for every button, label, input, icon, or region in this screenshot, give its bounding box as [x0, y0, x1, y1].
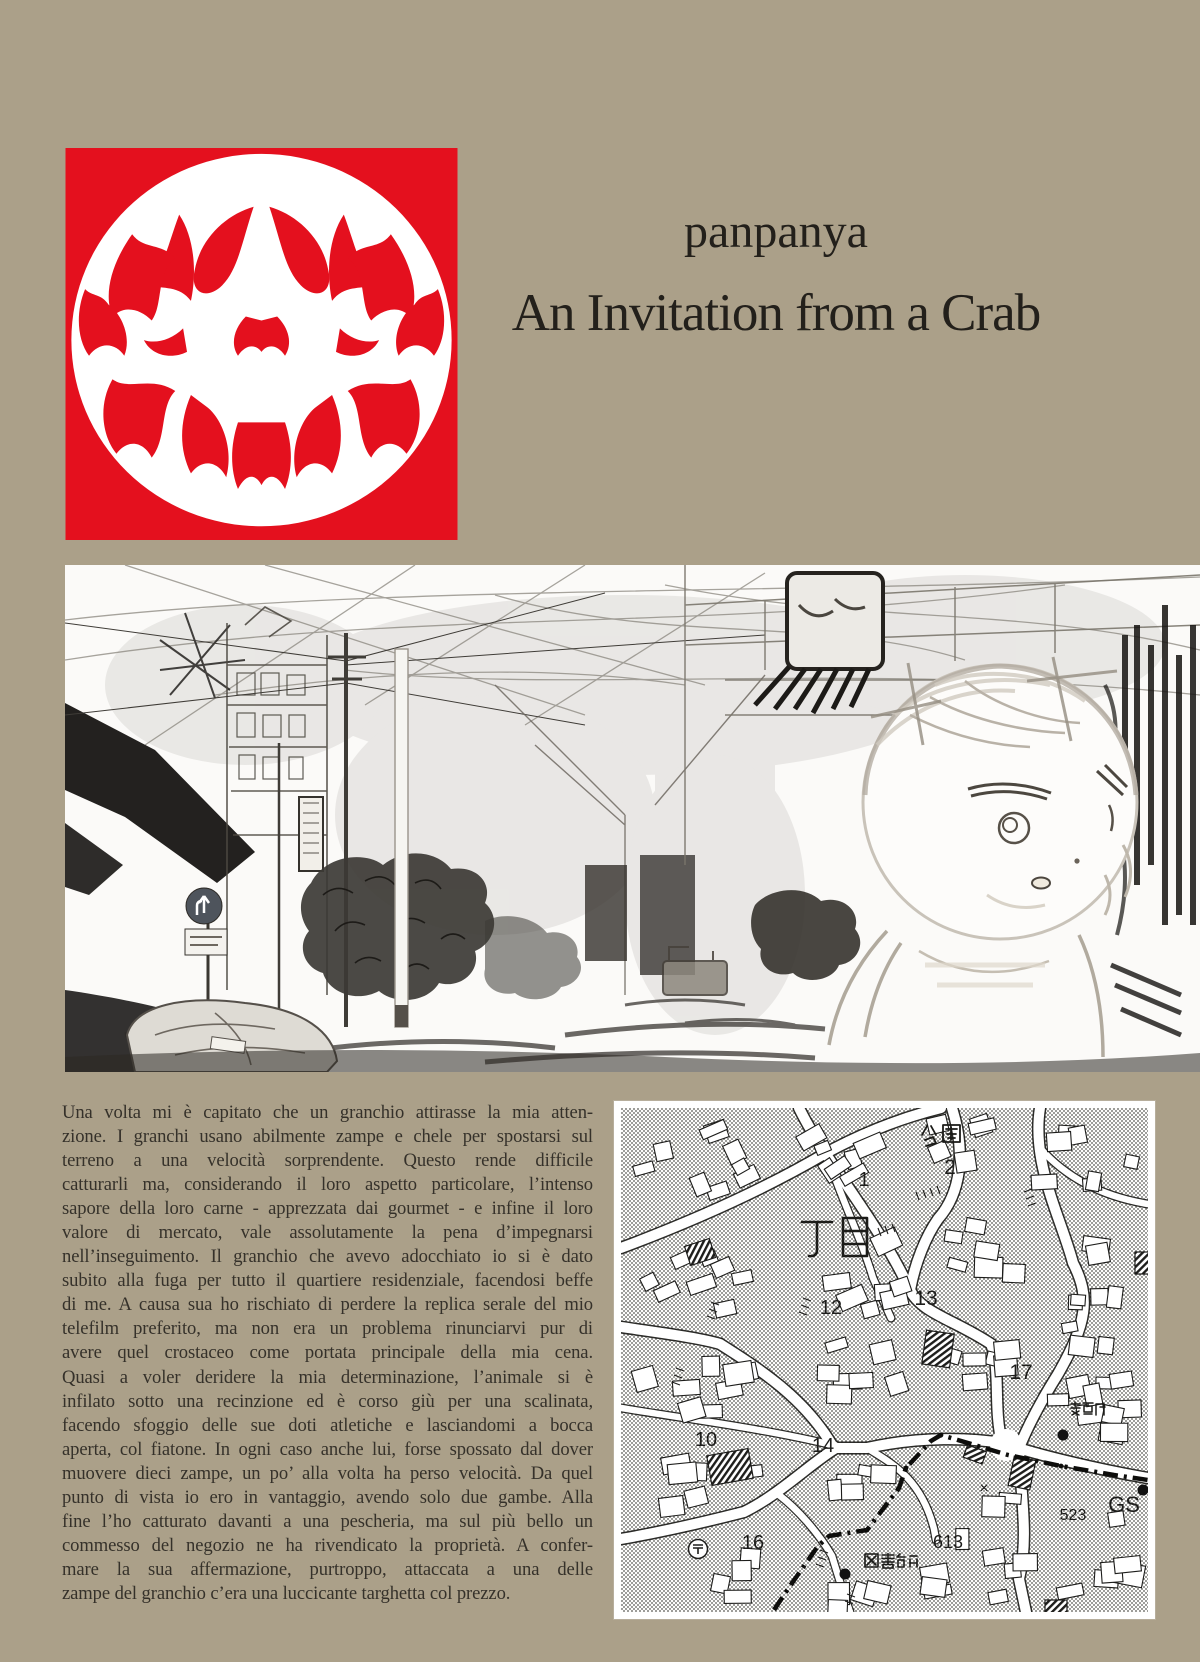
map-label: 16: [741, 1532, 765, 1554]
map-building: [871, 1465, 897, 1484]
story-line: nell’inseguimento. Il granchio che avevo adocchiato io si è dato: [62, 1246, 593, 1268]
map-building: [822, 1272, 851, 1291]
map-building: [963, 1353, 986, 1366]
map-label: 12: [819, 1297, 843, 1319]
map-building: [1070, 1294, 1085, 1306]
map-building: [982, 1548, 1005, 1566]
vertical-banner-sign: [299, 797, 323, 871]
map-building: [974, 1241, 1000, 1261]
map-building: [1085, 1242, 1110, 1265]
map-building: [1046, 1131, 1072, 1151]
map-building: [827, 1385, 852, 1404]
map-drawing: [621, 1108, 1148, 1612]
story-line: telefilm preferito, ma non era un problema rinunciarvi pur di: [62, 1318, 593, 1340]
story-line: mare la sua affermazione, purtroppo, attaccata a una delle: [62, 1558, 593, 1580]
map-building: [1068, 1335, 1095, 1357]
map-label: 2: [944, 1156, 956, 1179]
map-building: [1124, 1154, 1140, 1169]
map-building: [982, 1496, 1005, 1517]
map-building: [1031, 1174, 1057, 1190]
map-building: [841, 1484, 863, 1500]
neighborhood-map: [613, 1100, 1156, 1620]
map-building: [828, 1600, 848, 1612]
map-building: [1085, 1171, 1101, 1192]
map-building: [988, 1589, 1008, 1605]
street-sketch-illustration: [65, 565, 1200, 1072]
story-paragraph: [62, 1101, 593, 1606]
map-building: [962, 1373, 988, 1391]
story-line: infilato sotto una recinzione ed è corso giù per una scalinata,: [62, 1390, 593, 1412]
story-line: di me. A causa sua ho rischiato di perdere la replica serale del mio: [62, 1294, 593, 1316]
story-line: valore di mercato, vale assolutamente la pena d’impegnarsi: [62, 1222, 593, 1244]
map-building: [1109, 1371, 1133, 1389]
story-line: subito alla fuga per tutto il quartiere residenziale, facendosi beffe: [62, 1270, 593, 1292]
map-label: GS: [1108, 1492, 1140, 1517]
map-building: [827, 1479, 843, 1501]
map-building: [974, 1257, 1003, 1278]
post-office-symbol: [689, 1540, 708, 1559]
story-line: commesso del negozio ne ha rivendicato la proprietà. A confer-: [62, 1534, 593, 1556]
map-label: 13: [914, 1287, 938, 1310]
story-line: punto di vista io ero in vantaggio, avendo solo due gambe. Alla: [62, 1486, 593, 1508]
story-line: Una volta mi è capitato che un granchio attirasse la mia atten-: [62, 1102, 593, 1123]
book-title: An Invitation from a Crab: [511, 284, 1041, 342]
story-line: terreno a una velocità sorprendente. Questo rende difficile: [62, 1150, 593, 1172]
map-building: [1013, 1554, 1038, 1571]
map-building: [658, 1495, 685, 1517]
map-building: [965, 1218, 987, 1235]
story-line: zampe del granchio c’era una luccicante targhetta col prezzo.: [62, 1582, 511, 1604]
map-label: 17: [1009, 1361, 1033, 1384]
map-label: ×: [979, 1480, 989, 1497]
map-building: [920, 1577, 947, 1598]
map-building: [702, 1356, 720, 1376]
mouth: [1032, 878, 1050, 889]
nose-dot: [1074, 858, 1079, 863]
story-line: zione. I granchi usano abilmente zampe e chele per spostarsi sul: [62, 1126, 593, 1148]
story-line: avere quel crostaceo come portata principale della mia cena.: [62, 1342, 593, 1364]
author-name: panpanya: [684, 205, 868, 258]
map-building: [1097, 1336, 1114, 1354]
map-building: [869, 1340, 896, 1365]
library-dot: [840, 1569, 851, 1580]
story-line: aperta, col fiatone. In ogni caso anche lui, forse spossato dal dover: [62, 1438, 593, 1460]
map-building: [849, 1372, 874, 1388]
map-label: 523: [1059, 1507, 1087, 1524]
map-building: [724, 1590, 751, 1603]
map-label: 14: [811, 1435, 835, 1457]
map-building: [653, 1141, 673, 1162]
map-building: [667, 1462, 698, 1485]
map-building: [1114, 1556, 1142, 1574]
column-base: [395, 1005, 408, 1027]
map-building: [1061, 1321, 1078, 1334]
map-building: [994, 1340, 1021, 1361]
map-building: [1100, 1423, 1127, 1441]
story-line: Quasi a voler deridere la mia determinazione, l’animale si è: [62, 1366, 593, 1388]
map-building: [732, 1560, 751, 1580]
story-line: muovere dieci zampe, un po’ alla volta ha perso velocità. Da quel: [62, 1462, 593, 1484]
map-label: 1: [858, 1169, 870, 1191]
map-building: [1047, 1394, 1068, 1406]
map-building: [1106, 1286, 1123, 1309]
map-building: [954, 1150, 977, 1173]
map-label: 613: [932, 1532, 964, 1552]
map-building: [723, 1360, 754, 1386]
map-building: [672, 1379, 700, 1396]
map-label: 10: [694, 1429, 718, 1451]
map-building: [1091, 1288, 1109, 1305]
story-line: fine l’ho catturato davanti a una pescheria, ma sul più bello un: [62, 1510, 593, 1532]
map-building: [817, 1365, 839, 1381]
map-building: [1101, 1405, 1124, 1426]
story-line: facendo sfoggio delle sue doti atletiche e lasciandomi a bocca: [62, 1414, 593, 1436]
map-building: [944, 1230, 963, 1244]
story-line: catturarli ma, considerando il loro aspetto particolare, l’intenso: [62, 1174, 593, 1196]
map-building: [1002, 1263, 1025, 1283]
substation-dot: [1058, 1430, 1069, 1441]
story-line: sapore della loro carne - apprezzata dai gourmet - e infine il loro: [62, 1198, 593, 1220]
arcade-column: [395, 649, 408, 1027]
